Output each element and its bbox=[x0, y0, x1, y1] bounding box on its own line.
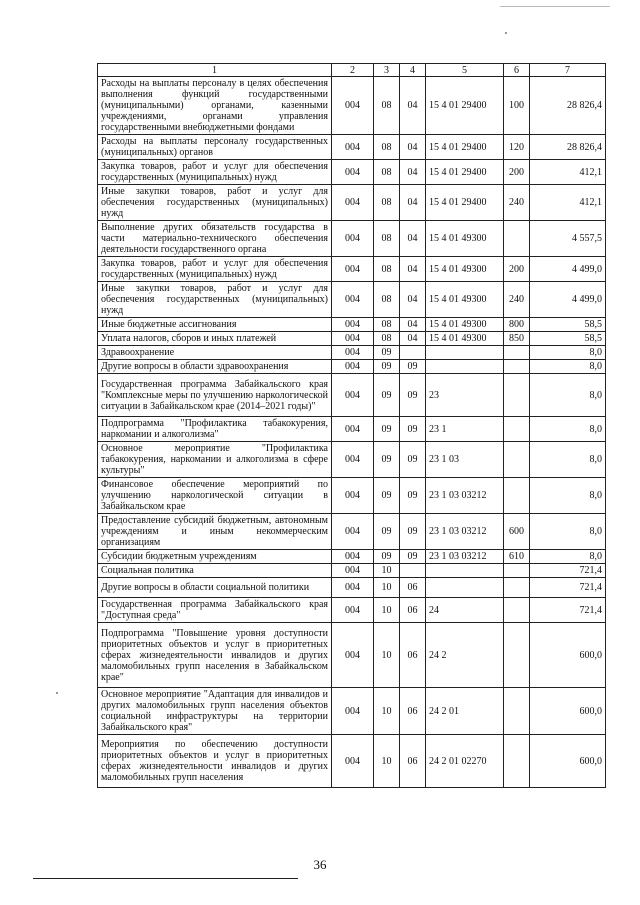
section-code-cell: 10 bbox=[374, 688, 400, 735]
table-row bbox=[98, 417, 606, 442]
subsection-code-cell: 09 bbox=[400, 514, 426, 550]
section-code-cell: 10 bbox=[374, 598, 400, 623]
ministry-code-cell: 004 bbox=[332, 221, 374, 257]
target-article-cell: 23 bbox=[426, 374, 504, 417]
ministry-code-cell: 004 bbox=[332, 185, 374, 221]
target-article-cell: 24 2 01 bbox=[426, 688, 504, 735]
page-number: 36 bbox=[313, 857, 327, 872]
row-name-cell: Субсидии бюджетным учреждениям bbox=[98, 550, 332, 564]
ministry-code-cell: 004 bbox=[332, 735, 374, 788]
row-name-cell: Уплата налогов, сборов и иных платежей bbox=[98, 332, 332, 346]
subsection-code-cell: 04 bbox=[400, 185, 426, 221]
header-row bbox=[98, 64, 606, 77]
ministry-code-cell: 004 bbox=[332, 623, 374, 688]
ministry-code-cell: 004 bbox=[332, 160, 374, 185]
subsection-code-cell: 06 bbox=[400, 598, 426, 623]
ministry-code-cell: 004 bbox=[332, 564, 374, 578]
expense-type-cell: 240 bbox=[504, 282, 530, 318]
subsection-code-cell: 06 bbox=[400, 578, 426, 598]
target-article-cell: 23 1 03 03212 bbox=[426, 514, 504, 550]
table-row bbox=[98, 564, 606, 578]
target-article-cell bbox=[426, 578, 504, 598]
section-code-cell: 08 bbox=[374, 257, 400, 282]
header-cell: 7 bbox=[530, 64, 606, 77]
subsection-code-cell: 09 bbox=[400, 374, 426, 417]
target-article-cell: 24 bbox=[426, 598, 504, 623]
subsection-code-cell: 06 bbox=[400, 735, 426, 788]
amount-cell: 600,0 bbox=[530, 688, 606, 735]
subsection-code-cell: 09 bbox=[400, 442, 426, 478]
amount-cell: 412,1 bbox=[530, 160, 606, 185]
ministry-code-cell: 004 bbox=[332, 257, 374, 282]
target-article-cell: 15 4 01 49300 bbox=[426, 318, 504, 332]
ministry-code-cell: 004 bbox=[332, 578, 374, 598]
row-name-cell: Основное мероприятие "Профилактика табакокурения, наркомании и алкоголизма в сфере культуры" bbox=[98, 442, 332, 478]
footnote-rule bbox=[33, 878, 298, 879]
row-name-cell: Здравоохранение bbox=[98, 346, 332, 360]
header-cell: 5 bbox=[426, 64, 504, 77]
subsection-code-cell: 04 bbox=[400, 160, 426, 185]
ministry-code-cell: 004 bbox=[332, 478, 374, 514]
expense-type-cell bbox=[504, 442, 530, 478]
expense-type-cell bbox=[504, 623, 530, 688]
row-name-cell: Закупка товаров, работ и услуг для обеспечения государственных (муниципальных) нужд bbox=[98, 257, 332, 282]
expense-type-cell: 100 bbox=[504, 77, 530, 135]
table-row bbox=[98, 550, 606, 564]
section-code-cell: 09 bbox=[374, 346, 400, 360]
table-row bbox=[98, 514, 606, 550]
ministry-code-cell: 004 bbox=[332, 417, 374, 442]
amount-cell: 4 557,5 bbox=[530, 221, 606, 257]
amount-cell: 721,4 bbox=[530, 578, 606, 598]
table-row bbox=[98, 282, 606, 318]
ministry-code-cell: 004 bbox=[332, 374, 374, 417]
amount-cell: 8,0 bbox=[530, 478, 606, 514]
amount-cell: 8,0 bbox=[530, 417, 606, 442]
expense-type-cell: 600 bbox=[504, 514, 530, 550]
amount-cell: 600,0 bbox=[530, 735, 606, 788]
expense-type-cell: 120 bbox=[504, 135, 530, 160]
section-code-cell: 08 bbox=[374, 185, 400, 221]
amount-cell: 721,4 bbox=[530, 598, 606, 623]
section-code-cell: 08 bbox=[374, 77, 400, 135]
table-row bbox=[98, 257, 606, 282]
ministry-code-cell: 004 bbox=[332, 318, 374, 332]
target-article-cell: 15 4 01 49300 bbox=[426, 332, 504, 346]
scan-speck bbox=[56, 692, 58, 694]
row-name-cell: Другие вопросы в области социальной политики bbox=[98, 578, 332, 598]
table-row bbox=[98, 160, 606, 185]
expense-type-cell bbox=[504, 478, 530, 514]
target-article-cell: 15 4 01 29400 bbox=[426, 77, 504, 135]
row-name-cell: Другие вопросы в области здравоохранения bbox=[98, 360, 332, 374]
header-cell: 1 bbox=[98, 64, 332, 77]
amount-cell: 58,5 bbox=[530, 332, 606, 346]
table-row bbox=[98, 578, 606, 598]
subsection-code-cell bbox=[400, 564, 426, 578]
expense-type-cell bbox=[504, 735, 530, 788]
row-name-cell: Основное мероприятие "Адаптация для инвалидов и других маломобильных групп населения объектов социальной инфраструктуры на территории Забайкальского края" bbox=[98, 688, 332, 735]
target-article-cell: 15 4 01 29400 bbox=[426, 135, 504, 160]
table-body bbox=[98, 77, 606, 788]
expense-type-cell: 850 bbox=[504, 332, 530, 346]
amount-cell: 28 826,4 bbox=[530, 135, 606, 160]
table-row bbox=[98, 185, 606, 221]
ministry-code-cell: 004 bbox=[332, 346, 374, 360]
expense-type-cell bbox=[504, 360, 530, 374]
subsection-code-cell: 09 bbox=[400, 360, 426, 374]
row-name-cell: Подпрограмма "Повышение уровня доступности приоритетных объектов и услуг в приоритетных сферах жизнедеятельности инвалидов и других маломобильных групп населения в Забайкальском крае" bbox=[98, 623, 332, 688]
section-code-cell: 10 bbox=[374, 623, 400, 688]
section-code-cell: 09 bbox=[374, 360, 400, 374]
table-row bbox=[98, 735, 606, 788]
subsection-code-cell bbox=[400, 346, 426, 360]
table-row bbox=[98, 360, 606, 374]
subsection-code-cell: 04 bbox=[400, 282, 426, 318]
amount-cell: 8,0 bbox=[530, 360, 606, 374]
target-article-cell: 15 4 01 49300 bbox=[426, 221, 504, 257]
amount-cell: 412,1 bbox=[530, 185, 606, 221]
amount-cell: 4 499,0 bbox=[530, 257, 606, 282]
expense-type-cell: 240 bbox=[504, 185, 530, 221]
ministry-code-cell: 004 bbox=[332, 282, 374, 318]
row-name-cell: Закупка товаров, работ и услуг для обеспечения государственных (муниципальных) нужд bbox=[98, 160, 332, 185]
expense-type-cell: 800 bbox=[504, 318, 530, 332]
section-code-cell: 10 bbox=[374, 735, 400, 788]
expense-type-cell bbox=[504, 578, 530, 598]
row-name-cell: Государственная программа Забайкальского края "Доступная среда" bbox=[98, 598, 332, 623]
row-name-cell: Подпрограмма "Профилактика табакокурения, наркомании и алкоголизма" bbox=[98, 417, 332, 442]
row-name-cell: Финансовое обеспечение мероприятий по улучшению наркологической ситуации в Забайкальском крае bbox=[98, 478, 332, 514]
target-article-cell: 24 2 01 02270 bbox=[426, 735, 504, 788]
subsection-code-cell: 09 bbox=[400, 550, 426, 564]
target-article-cell bbox=[426, 360, 504, 374]
row-name-cell: Иные бюджетные ассигнования bbox=[98, 318, 332, 332]
section-code-cell: 08 bbox=[374, 135, 400, 160]
ministry-code-cell: 004 bbox=[332, 442, 374, 478]
amount-cell: 8,0 bbox=[530, 514, 606, 550]
amount-cell: 58,5 bbox=[530, 318, 606, 332]
amount-cell: 721,4 bbox=[530, 564, 606, 578]
expense-type-cell: 200 bbox=[504, 160, 530, 185]
table-row bbox=[98, 332, 606, 346]
amount-cell: 8,0 bbox=[530, 346, 606, 360]
subsection-code-cell: 04 bbox=[400, 135, 426, 160]
table-row bbox=[98, 221, 606, 257]
table-row bbox=[98, 623, 606, 688]
row-name-cell: Мероприятия по обеспечению доступности приоритетных объектов и услуг в приоритетных сферах жизнедеятельности инвалидов и других маломобильных групп населения bbox=[98, 735, 332, 788]
expense-type-cell bbox=[504, 564, 530, 578]
header-cell: 6 bbox=[504, 64, 530, 77]
target-article-cell: 23 1 03 bbox=[426, 442, 504, 478]
row-name-cell: Иные закупки товаров, работ и услуг для обеспечения государственных (муниципальных) нужд bbox=[98, 185, 332, 221]
target-article-cell: 24 2 bbox=[426, 623, 504, 688]
section-code-cell: 08 bbox=[374, 332, 400, 346]
section-code-cell: 08 bbox=[374, 160, 400, 185]
expense-type-cell bbox=[504, 688, 530, 735]
table-row bbox=[98, 346, 606, 360]
section-code-cell: 09 bbox=[374, 550, 400, 564]
amount-cell: 4 499,0 bbox=[530, 282, 606, 318]
target-article-cell bbox=[426, 564, 504, 578]
table-row bbox=[98, 478, 606, 514]
budget-table bbox=[97, 63, 606, 788]
row-name-cell: Расходы на выплаты персоналу в целях обеспечения выполнения функций государственными (муниципальными) органами, казенными учреждениями, органами управления государственными внебюджетными фондами bbox=[98, 77, 332, 135]
target-article-cell: 15 4 01 49300 bbox=[426, 282, 504, 318]
section-code-cell: 09 bbox=[374, 514, 400, 550]
section-code-cell: 09 bbox=[374, 478, 400, 514]
subsection-code-cell: 04 bbox=[400, 257, 426, 282]
table-row bbox=[98, 318, 606, 332]
row-name-cell: Предоставление субсидий бюджетным, автономным учреждениям и иным некоммерческим организациям bbox=[98, 514, 332, 550]
section-code-cell: 08 bbox=[374, 318, 400, 332]
target-article-cell: 23 1 03 03212 bbox=[426, 550, 504, 564]
subsection-code-cell: 04 bbox=[400, 221, 426, 257]
expense-type-cell bbox=[504, 374, 530, 417]
amount-cell: 8,0 bbox=[530, 442, 606, 478]
table-row bbox=[98, 77, 606, 135]
amount-cell: 28 826,4 bbox=[530, 77, 606, 135]
row-name-cell: Иные закупки товаров, работ и услуг для обеспечения государственных (муниципальных) нужд bbox=[98, 282, 332, 318]
subsection-code-cell: 04 bbox=[400, 318, 426, 332]
expense-type-cell bbox=[504, 346, 530, 360]
ministry-code-cell: 004 bbox=[332, 688, 374, 735]
subsection-code-cell: 06 bbox=[400, 688, 426, 735]
expense-type-cell: 200 bbox=[504, 257, 530, 282]
top-edge-rule bbox=[500, 6, 610, 7]
expense-type-cell bbox=[504, 221, 530, 257]
target-article-cell: 15 4 01 49300 bbox=[426, 257, 504, 282]
subsection-code-cell: 04 bbox=[400, 332, 426, 346]
table-row bbox=[98, 135, 606, 160]
table-row bbox=[98, 442, 606, 478]
row-name-cell: Расходы на выплаты персоналу государственных (муниципальных) органов bbox=[98, 135, 332, 160]
section-code-cell: 09 bbox=[374, 374, 400, 417]
row-name-cell: Выполнение других обязательств государства в части материально-технического обеспечения деятельности государственного органа bbox=[98, 221, 332, 257]
subsection-code-cell: 06 bbox=[400, 623, 426, 688]
ministry-code-cell: 004 bbox=[332, 550, 374, 564]
table-row bbox=[98, 374, 606, 417]
row-name-cell: Государственная программа Забайкальского края "Комплексные меры по улучшению наркологической ситуации в Забайкальском крае (2014–2021 годы)" bbox=[98, 374, 332, 417]
section-code-cell: 08 bbox=[374, 221, 400, 257]
subsection-code-cell: 09 bbox=[400, 478, 426, 514]
section-code-cell: 10 bbox=[374, 578, 400, 598]
expense-type-cell bbox=[504, 417, 530, 442]
ministry-code-cell: 004 bbox=[332, 77, 374, 135]
scan-speck bbox=[505, 32, 507, 34]
amount-cell: 8,0 bbox=[530, 550, 606, 564]
expense-type-cell bbox=[504, 598, 530, 623]
ministry-code-cell: 004 bbox=[332, 360, 374, 374]
amount-cell: 600,0 bbox=[530, 623, 606, 688]
header-cell: 3 bbox=[374, 64, 400, 77]
ministry-code-cell: 004 bbox=[332, 598, 374, 623]
ministry-code-cell: 004 bbox=[332, 514, 374, 550]
section-code-cell: 09 bbox=[374, 442, 400, 478]
amount-cell: 8,0 bbox=[530, 374, 606, 417]
section-code-cell: 09 bbox=[374, 417, 400, 442]
header-cell: 4 bbox=[400, 64, 426, 77]
ministry-code-cell: 004 bbox=[332, 332, 374, 346]
table-row bbox=[98, 688, 606, 735]
section-code-cell: 08 bbox=[374, 282, 400, 318]
table-row bbox=[98, 598, 606, 623]
target-article-cell: 15 4 01 29400 bbox=[426, 185, 504, 221]
section-code-cell: 10 bbox=[374, 564, 400, 578]
expense-type-cell: 610 bbox=[504, 550, 530, 564]
target-article-cell: 23 1 03 03212 bbox=[426, 478, 504, 514]
target-article-cell: 23 1 bbox=[426, 417, 504, 442]
ministry-code-cell: 004 bbox=[332, 135, 374, 160]
target-article-cell: 15 4 01 29400 bbox=[426, 160, 504, 185]
header-cell: 2 bbox=[332, 64, 374, 77]
subsection-code-cell: 09 bbox=[400, 417, 426, 442]
subsection-code-cell: 04 bbox=[400, 77, 426, 135]
target-article-cell bbox=[426, 346, 504, 360]
row-name-cell: Социальная политика bbox=[98, 564, 332, 578]
